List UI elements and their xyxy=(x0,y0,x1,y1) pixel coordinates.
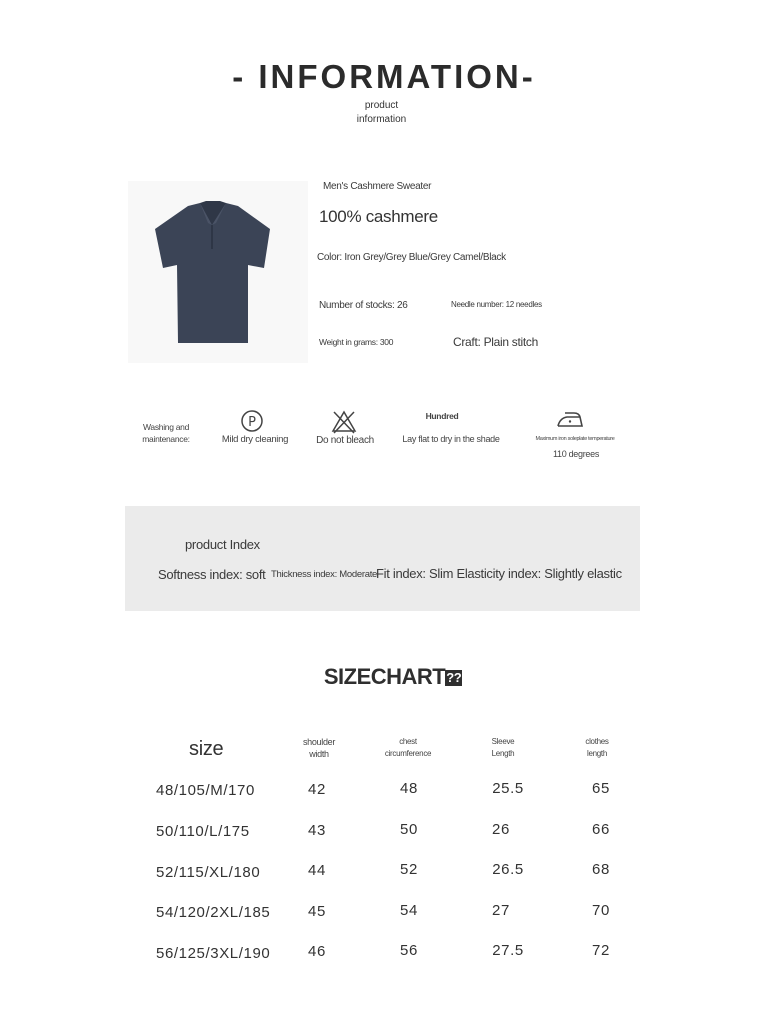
product-craft: Craft: Plain stitch xyxy=(453,335,538,349)
care-item-iron: Maximum iron soleplate temperature xyxy=(535,436,615,442)
table-cell-shoulder: 42 xyxy=(308,781,326,798)
header-chest xyxy=(372,736,444,760)
page-title: - INFORMATION- xyxy=(232,58,536,95)
table-row-size: 52/115/XL/180 xyxy=(156,864,261,881)
index-title: product Index xyxy=(185,537,260,552)
svg-text:P: P xyxy=(248,415,256,430)
care-heading-line-2: maintenance: xyxy=(142,434,190,444)
table-cell-length: 68 xyxy=(592,861,610,878)
table-row-size: 54/120/2XL/185 xyxy=(156,904,271,921)
table-row-size: 56/125/3XL/190 xyxy=(156,945,271,962)
table-row-size: 50/110/L/175 xyxy=(156,823,250,840)
table-cell-sleeve: 26.5 xyxy=(492,861,524,878)
table-cell-chest: 52 xyxy=(400,861,418,878)
product-needle: Needle number: 12 needles xyxy=(451,300,542,309)
header-clothes-line-1: clothes xyxy=(585,737,609,746)
table-cell-sleeve: 27.5 xyxy=(492,942,524,959)
header-shoulder xyxy=(289,736,349,760)
care-item-no-bleach: Do not bleach xyxy=(316,435,374,446)
table-cell-chest: 54 xyxy=(400,902,418,919)
header-chest-line-2: circumference xyxy=(384,749,432,758)
care-heading xyxy=(140,421,192,445)
header-clothes-length xyxy=(572,736,622,760)
subtitle-line-2: information xyxy=(356,114,407,125)
header-sleeve-line-2: Length xyxy=(491,749,515,758)
table-cell-shoulder: 43 xyxy=(308,822,326,839)
table-cell-length: 65 xyxy=(592,780,610,797)
product-image xyxy=(128,181,308,363)
table-cell-shoulder: 45 xyxy=(308,903,326,920)
size-chart-title-glyphs: ?? xyxy=(446,670,462,685)
table-cell-sleeve: 27 xyxy=(492,902,510,919)
care-item-flat-dry-title: Hundred xyxy=(425,411,459,421)
table-cell-shoulder: 44 xyxy=(308,862,326,879)
product-stocks: Number of stocks: 26 xyxy=(319,300,408,311)
header-size: size xyxy=(189,738,224,760)
header-shoulder-line-2: width xyxy=(309,749,329,759)
care-item-iron-temp: 110 degrees xyxy=(552,449,600,459)
table-cell-chest: 56 xyxy=(400,942,418,959)
size-chart-title xyxy=(0,664,768,690)
header-sleeve xyxy=(478,736,528,760)
care-item-flat-dry: Lay flat to dry in the shade xyxy=(402,434,500,444)
header-clothes-line-2: length xyxy=(587,749,607,758)
size-chart-title-text: SIZECHART xyxy=(323,664,446,689)
page-subtitle xyxy=(0,99,763,127)
table-cell-chest: 50 xyxy=(400,821,418,838)
index-thickness: Thickness index: Moderate xyxy=(271,569,378,580)
table-cell-length: 70 xyxy=(592,902,610,919)
header-chest-line-1: chest xyxy=(399,737,417,746)
table-cell-sleeve: 26 xyxy=(492,821,510,838)
table-cell-shoulder: 46 xyxy=(308,943,326,960)
header-shoulder-line-1: shoulder xyxy=(302,737,336,747)
iron-icon xyxy=(555,407,585,434)
index-softness: Softness index: soft xyxy=(158,567,266,582)
table-cell-length: 66 xyxy=(592,821,610,838)
care-item-dry-clean: Mild dry cleaning xyxy=(221,434,289,445)
product-material: 100% cashmere xyxy=(319,207,438,226)
polo-shirt-icon xyxy=(128,181,308,363)
table-cell-length: 72 xyxy=(592,942,610,959)
table-row-size: 48/105/M/170 xyxy=(156,782,255,799)
product-weight: Weight in grams: 300 xyxy=(319,337,394,347)
care-heading-line-1: Washing and xyxy=(143,422,189,432)
index-fit-elasticity: Fit index: Slim Elasticity index: Slightly elastic xyxy=(376,566,622,581)
subtitle-line-1: product xyxy=(364,100,399,111)
header-sleeve-line-1: Sleeve xyxy=(491,737,515,746)
table-cell-chest: 48 xyxy=(400,780,418,797)
product-color: Color: Iron Grey/Grey Blue/Grey Camel/Black xyxy=(317,252,506,263)
table-cell-sleeve: 25.5 xyxy=(492,780,524,797)
product-name: Men's Cashmere Sweater xyxy=(323,181,432,192)
product-index-panel xyxy=(125,506,640,611)
